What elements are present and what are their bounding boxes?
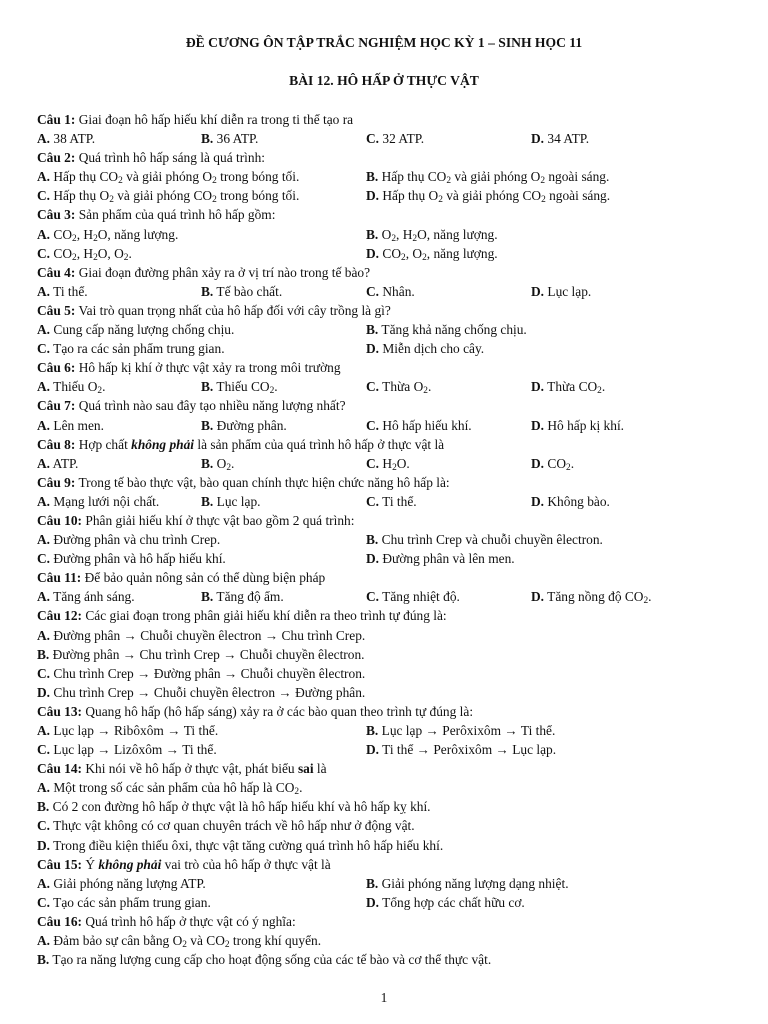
question-stem: Câu 6: Hô hấp kị khí ở thực vật xảy ra trong môi trường <box>37 360 341 376</box>
answer-option: C. Hấp thụ $O_2$ và giải phóng $CO_2$ trong bóng tối. <box>37 188 300 206</box>
page-number: 1 <box>380 990 388 1005</box>
question-label: Câu 14: <box>37 761 83 777</box>
answer-option: B. Lục lạp → Perôxixôm → Ti thể. <box>366 723 556 738</box>
answer-option: C. Chu trình Crep → Đường phân → Chuỗi chuyền êlectron. <box>37 665 366 681</box>
options-row <box>37 244 737 263</box>
answer-option: D. Hấp thụ $O_2$ và giải phóng $CO_2$ ngoài sáng. <box>366 188 611 206</box>
answer-option: A. Giải phóng năng lượng ATP. <box>37 875 206 891</box>
answer-option: B. 36 ATP. <box>201 131 259 147</box>
answer-option: B. Lục lạp. <box>201 493 261 509</box>
answer-option: D. Hô hấp kị khí. <box>531 417 625 433</box>
answer-option: A. Cung cấp năng lượng chống chịu. <box>37 322 235 338</box>
options-row <box>37 186 737 205</box>
answer-option: D. Đường phân và lên men. <box>366 551 515 567</box>
answer-option: C. Thực vật không có cơ quan chuyên trách về hô hấp như ở động vật. <box>37 818 415 834</box>
question-label: Câu 15: <box>37 856 83 872</box>
options-row <box>37 645 737 664</box>
question-list <box>37 110 737 969</box>
answer-option: C. Thừa $O_2$. <box>366 379 432 397</box>
answer-option: C. Tạo các sản phẩm trung gian. <box>37 894 211 910</box>
question-stem: Câu 13: Quang hô hấp (hô hấp sáng) xảy ra ở các bào quan theo trình tự đúng là: <box>37 703 474 719</box>
question-stem: Câu 8: Hợp chất không phải là sản phẩm của quá trình hô hấp ở thực vật là <box>37 436 445 452</box>
options-row <box>37 874 737 893</box>
answer-option: C. 32 ATP. <box>366 131 425 147</box>
answer-option: D. Chu trình Crep → Chuỗi chuyền êlectron → Đường phân. <box>37 684 366 700</box>
options-row <box>37 626 737 645</box>
answer-option: C. $H_2O$. <box>366 455 410 473</box>
options-row <box>37 339 737 358</box>
answer-option: A. $CO_2$, $H_2O$, năng lượng. <box>37 226 179 244</box>
options-row <box>37 549 737 568</box>
options-row <box>37 416 737 435</box>
question-label: Câu 1: <box>37 112 76 127</box>
options-row <box>37 282 737 301</box>
question-label: Câu 5: <box>37 302 76 318</box>
answer-option: A. Hấp thụ $CO_2$ và giải phóng $O_2$ trong bóng tối. <box>37 169 300 187</box>
question-stem: Câu 7: Quá trình nào sau đây tạo nhiều năng lượng nhất? <box>37 398 346 414</box>
options-row <box>37 167 737 186</box>
answer-option: C. Tăng nhiệt độ. <box>366 589 460 605</box>
question-stem: Câu 12: Các giai đoạn trong phân giải hiếu khí diễn ra theo trình tự đúng là: <box>37 608 447 624</box>
question-stem: Câu 11: Để bảo quản nông sản có thể dùng biện pháp <box>37 570 326 586</box>
answer-option: A. Tăng ánh sáng. <box>37 589 135 605</box>
answer-option: C. $CO_2$, $H_2O$, $O_2$. <box>37 245 132 263</box>
question-label: Câu 2: <box>37 150 76 166</box>
answer-option: D. Không bào. <box>531 493 610 509</box>
options-row <box>37 740 737 759</box>
answer-option: B. Chu trình Crep và chuỗi chuyền êlectron. <box>366 532 603 548</box>
options-row <box>37 816 737 835</box>
answer-option: A. ATP. <box>37 455 79 471</box>
answer-option: C. Lục lạp → Lizôxôm → Ti thể. <box>37 742 217 758</box>
question-stem: Câu 16: Quá trình hô hấp ở thực vật có ý nghĩa: <box>37 913 296 929</box>
answer-option: D. Thừa $CO_2$. <box>531 379 606 397</box>
answer-option: D. Tăng nồng độ $CO_2$. <box>531 589 652 607</box>
options-row <box>37 797 737 816</box>
answer-option: D. $CO_2$, $O_2$, năng lượng. <box>366 245 498 263</box>
answer-option: C. Nhân. <box>366 283 415 299</box>
question-label: Câu 16: <box>37 913 83 929</box>
options-row <box>37 492 737 511</box>
question-stem: Câu 10: Phân giải hiếu khí ở thực vật bao gồm 2 quá trình: <box>37 512 355 528</box>
question-stem: Câu 5: Vai trò quan trọng nhất của hô hấp đối với cây trồng là gì? <box>37 302 391 318</box>
answer-option: D. Ti thể → Perôxixôm → Lục lạp. <box>366 742 557 758</box>
answer-option: A. Lên men. <box>37 417 104 433</box>
question-label: Câu 10: <box>37 512 83 528</box>
question-label: Câu 7: <box>37 398 76 414</box>
options-row <box>37 778 737 797</box>
question-label: Câu 12: <box>37 608 83 624</box>
answer-option: D. Trong điều kiện thiếu ôxi, thực vật tăng cường quá trình hô hấp hiếu khí. <box>37 837 444 853</box>
question-stem: Câu 15: Ý không phải vai trò của hô hấp ở thực vật là <box>37 856 331 872</box>
question-label: Câu 11: <box>37 570 82 586</box>
options-row <box>37 893 737 912</box>
answer-option: B. Thiếu $CO_2$. <box>201 379 278 397</box>
answer-option: A. Đảm bảo sự cân bằng $O_2$ và $CO_2$ trong khí quyển. <box>37 933 322 951</box>
answer-option: B. $O_2$. <box>201 455 235 473</box>
answer-option: B. $O_2$, $H_2O$, năng lượng. <box>366 226 498 244</box>
options-row <box>37 931 737 950</box>
answer-option: D. $CO_2$. <box>531 455 575 473</box>
lesson-title: BÀI 12. HÔ HẤP Ở THỰC VẬT <box>289 73 479 88</box>
page-title: ĐỀ CƯƠNG ÔN TẬP TRẮC NGHIỆM HỌC KỲ 1 – SINH HỌC 11 <box>185 35 583 50</box>
options-row <box>37 320 737 339</box>
answer-option: D. Miễn dịch cho cây. <box>366 341 485 357</box>
options-row <box>37 836 737 855</box>
options-row <box>37 683 737 702</box>
answer-option: C. Đường phân và hô hấp hiếu khí. <box>37 551 226 567</box>
answer-option: A. Một trong số các sản phẩm của hô hấp là $CO_2$. <box>37 780 303 798</box>
answer-option: A. Lục lạp → Ribôxôm → Ti thể. <box>37 723 219 738</box>
answer-option: C. Tạo ra các sản phẩm trung gian. <box>37 341 225 357</box>
answer-option: A. Thiếu $O_2$. <box>37 379 106 397</box>
answer-option: D. Tổng hợp các chất hữu cơ. <box>366 894 525 910</box>
answer-option: B. Hấp thụ $CO_2$ và giải phóng $O_2$ ngoài sáng. <box>366 169 610 187</box>
question-label: Câu 3: <box>37 207 76 223</box>
answer-option: B. Giải phóng năng lượng dạng nhiệt. <box>366 875 569 891</box>
question-stem: Câu 4: Giai đoạn đường phân xảy ra ở vị trí nào trong tế bào? <box>37 264 371 280</box>
question-stem: Câu 3: Sản phẩm của quá trình hô hấp gồm: <box>37 207 276 223</box>
question-label: Câu 6: <box>37 360 76 376</box>
answer-option: A. Mạng lưới nội chất. <box>37 493 160 509</box>
options-row <box>37 530 737 549</box>
answer-option: A. Đường phân → Chuỗi chuyền êlectron → Chu trình Crep. <box>37 627 366 643</box>
question-label: Câu 8: <box>37 436 76 452</box>
question-label: Câu 9: <box>37 474 76 490</box>
options-row <box>37 377 737 396</box>
options-row <box>37 129 737 148</box>
answer-option: B. Tế bào chất. <box>201 283 283 299</box>
answer-option: C. Hô hấp hiếu khí. <box>366 417 472 433</box>
question-stem: Câu 1: Giai đoạn hô hấp hiếu khí diễn ra trong ti thể tạo ra <box>37 112 354 127</box>
options-row <box>37 587 737 606</box>
answer-option: B. Có 2 con đường hô hấp ở thực vật là hô hấp hiếu khí và hô hấp kỵ khí. <box>37 799 431 815</box>
answer-option: C. Ti thể. <box>366 493 417 509</box>
answer-option: B. Tăng khả năng chống chịu. <box>366 322 527 338</box>
options-row <box>37 664 737 683</box>
options-row <box>37 454 737 473</box>
question-stem: Câu 14: Khi nói về hô hấp ở thực vật, phát biểu sai là <box>37 761 327 777</box>
answer-option: D. Lục lạp. <box>531 283 592 299</box>
question-label: Câu 4: <box>37 264 76 280</box>
question-label: Câu 13: <box>37 703 83 719</box>
answer-option: A. 38 ATP. <box>37 131 96 147</box>
answer-option: B. Tăng độ ẩm. <box>201 589 284 605</box>
question-stem: Câu 9: Trong tế bào thực vật, bào quan chính thực hiện chức năng hô hấp là: <box>37 474 450 490</box>
question-stem: Câu 2: Quá trình hô hấp sáng là quá trình: <box>37 150 265 166</box>
answer-option: D. 34 ATP. <box>531 131 590 147</box>
answer-option: A. Ti thể. <box>37 283 88 299</box>
answer-option: B. Đường phân → Chu trình Crep → Chuỗi chuyền êlectron. <box>37 646 365 662</box>
options-row <box>37 721 737 740</box>
options-row <box>37 225 737 244</box>
answer-option: B. Tạo ra năng lượng cung cấp cho hoạt động sống của các tế bào và cơ thể thực vật. <box>37 952 492 968</box>
answer-option: B. Đường phân. <box>201 417 287 433</box>
answer-option: A. Đường phân và chu trình Crep. <box>37 532 221 548</box>
options-row <box>37 950 737 969</box>
